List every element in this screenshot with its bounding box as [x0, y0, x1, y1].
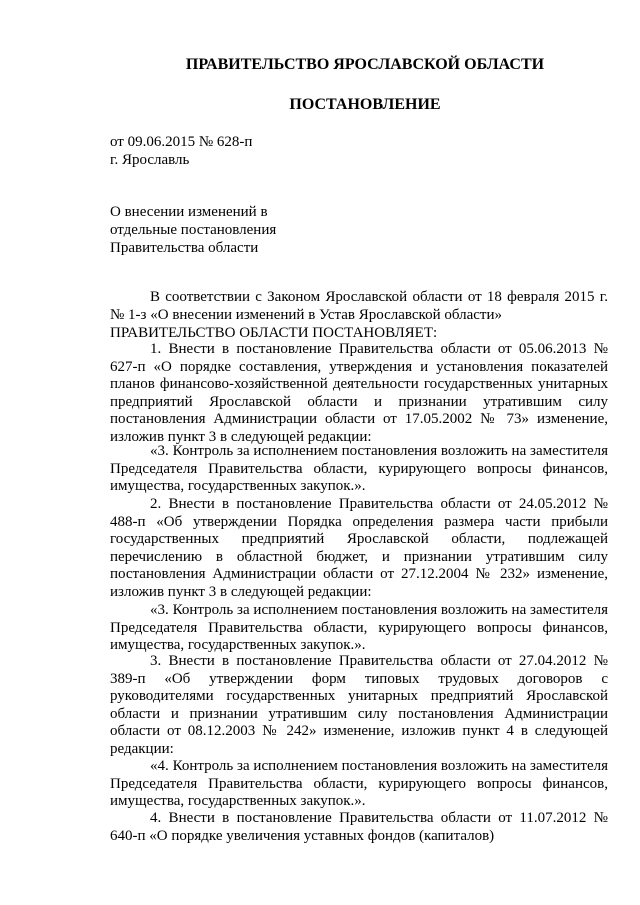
- item-1-quote: «3. Контроль за исполнением постановления возложить на заместителя Председателя Правительства области, курирующего вопросы финансов, имущества, государственных закупок.».: [110, 443, 608, 494]
- resolve-line: ПРАВИТЕЛЬСТВО ОБЛАСТИ ПОСТАНОВЛЯЕТ:: [110, 325, 438, 341]
- doc-date-number: от 09.06.2015 № 628-п: [110, 134, 253, 150]
- subject-line-1: О внесении изменений в: [110, 204, 268, 220]
- intro-paragraph: В соответствии с Законом Ярославской области от 18 февраля 2015 г. № 1-з «О внесении изменений в Устав Ярославской области»: [110, 289, 608, 323]
- subject-line-2: отдельные постановления: [110, 222, 277, 238]
- item-2-quote: «3. Контроль за исполнением постановления возложить на заместителя Председателя Правительства области, курирующего вопросы финансов, имущества, государственных закупок.».: [110, 602, 608, 653]
- item-4-paragraph: 4. Внести в постановление Правительства области от 11.07.2012 № 640-п «О порядке увеличения уставных фондов (капиталов): [110, 810, 608, 844]
- item-2-paragraph: 2. Внести в постановление Правительства области от 24.05.2012 № 488-п «Об утверждении Порядка определения размера части прибыли государственных предприятий Ярославской области, подлежащей перечислению в областной бюджет, и признании утратившим силу постановления Администрации области от 27.12.2004 № 232» изменение, изложив пункт 3 в следующей редакции:: [110, 496, 608, 600]
- item-1-paragraph: 1. Внести в постановление Правительства области от 05.06.2013 № 627-п «О порядке составления, утверждения и установления показателей планов финансово-хозяйственной деятельности государственных унитарных предприятий Ярославской области и признании утратившим силу постановления Администрации области от 17.05.2002 № 73» изменение, изложив пункт 3 в следующей редакции:: [110, 341, 608, 445]
- org-title: ПРАВИТЕЛЬСТВО ЯРОСЛАВСКОЙ ОБЛАСТИ: [185, 56, 545, 73]
- doc-city: г. Ярославль: [110, 152, 190, 168]
- item-3-quote: «4. Контроль за исполнением постановления возложить на заместителя Председателя Правительства области, курирующего вопросы финансов, имущества, государственных закупок.».: [110, 758, 608, 809]
- item-3-paragraph: 3. Внести в постановление Правительства области от 27.04.2012 № 389-п «Об утверждении форм типовых трудовых договоров с руководителями государственных унитарных предприятий Ярославской области и признании утратившим силу постановления Администрации области от 08.12.2003 № 242» изменение, изложив пункт 4 в следующей редакции:: [110, 653, 608, 757]
- doc-type-title: ПОСТАНОВЛЕНИЕ: [289, 96, 441, 113]
- subject-line-3: Правительства области: [110, 240, 259, 256]
